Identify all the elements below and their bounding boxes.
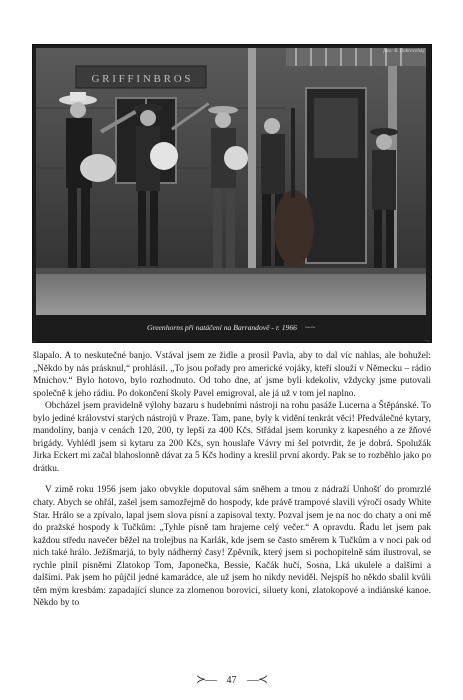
greenhorns-photo: [36, 48, 426, 315]
caption-text: Greenhorns při natáčení na Barrandově - r. 1966: [147, 323, 297, 332]
right-ornament-icon: —≺: [247, 672, 268, 686]
corner-ornament-left: ⌐: [32, 336, 38, 346]
paragraph-1: šlapalo. A to neskutečné banjo. Vstával jsem ze židle a prosil Pavla, aby to dal víc nahlas, ale bohužel: „Někdo by nás prásknul,“ prohlásil. „To jsou pořady pro americké vojáky, kteří slouží v Německu – rádio Mnichov.“ Bylo hotovo, bylo rozhodnuto. Od toho dne, ať jsme byli kdekoliv, vždycky jsme putovali společně k jeho rádiu. Po dokončení školy Pavel emigroval, ale já už v tom jel naplno.: [33, 351, 431, 399]
paragraph-3: V zimě roku 1956 jsem jako obvykle doputoval sám sněhem a tmou z nádraží Unhošť do promrzlé chaty. Abych se ohřál, zašel jsem samozřejmě do hospody, kde právě trampové slavili výročí osady White Star. Hrálo se a zpívalo, lapal jsem slova písní a zapisoval texty. Pozval jsem je na noc do chaty a oni mě do pražské hospody k Tučkům: „Tyhle písně tam hrajeme celý večer.“ A opravdu. Řadu let jsem pak každou středu navečer běžel na trolejbus na Karlák, kde jsem se často směrem k Tučkům a v noci pak od nich také hrálo. Ježíšmarjá, to byly nádherný časy! Zpěvník, který jsem si pochopitelně sám ilustroval, se rychle plnil písněmi Zlatokop Tom, Japonečka, Bessie, Kačák hučí, Sosna, Lká ukulele a dalšími a dalšími. Pak jsem ho půjčil jedné kamarádce, ale už jsem ho nikdy neviděl. Nejspíš ho někdo sbalil kvůli těm mým kresbám: zapadající slunce za zlomenou borovicí, siluety koní, zlatokopové a indiánské kanoe. Někdo by to: [33, 485, 431, 609]
photo-credit: foto: B. Dobrovolský: [383, 49, 425, 54]
left-ornament-icon: ≻—: [195, 672, 216, 686]
photo-caption: [36, 318, 426, 338]
page-footer: [0, 672, 463, 687]
body-text: [33, 350, 431, 610]
caption-ornament: ~·~: [304, 323, 315, 332]
page-number: 47: [226, 675, 237, 686]
store-sign-text: G R I F F I N B R O S: [91, 73, 191, 85]
paragraph-2: Obcházel jsem pravidelně výlohy bazaru s hudebními nástroji na rohu pasáže Lucerna a Štěpánské. To bylo jediné království starých nástrojů v Praze. Tam, pane, byly k vidění tenkrát věci! Předválečné kytary, mandolíny, banja v cenách 120, 200, ty lepší za 400 Kčs. Střádal jsem korunky z kapesného a ze žňové brigády. Vyhlédl jsem si kytaru za 200 Kčs, syn houslaře Vávry mi šel potvrdit, že je dobrá. Spolužák Jirka Eckert mi začal blahoslonně dávat za 5 Kčs hodiny a kreslil první akordy. Pak se to rozběhlo jako po drátku.: [33, 401, 431, 474]
corner-ornament-right: ¬: [424, 336, 430, 346]
